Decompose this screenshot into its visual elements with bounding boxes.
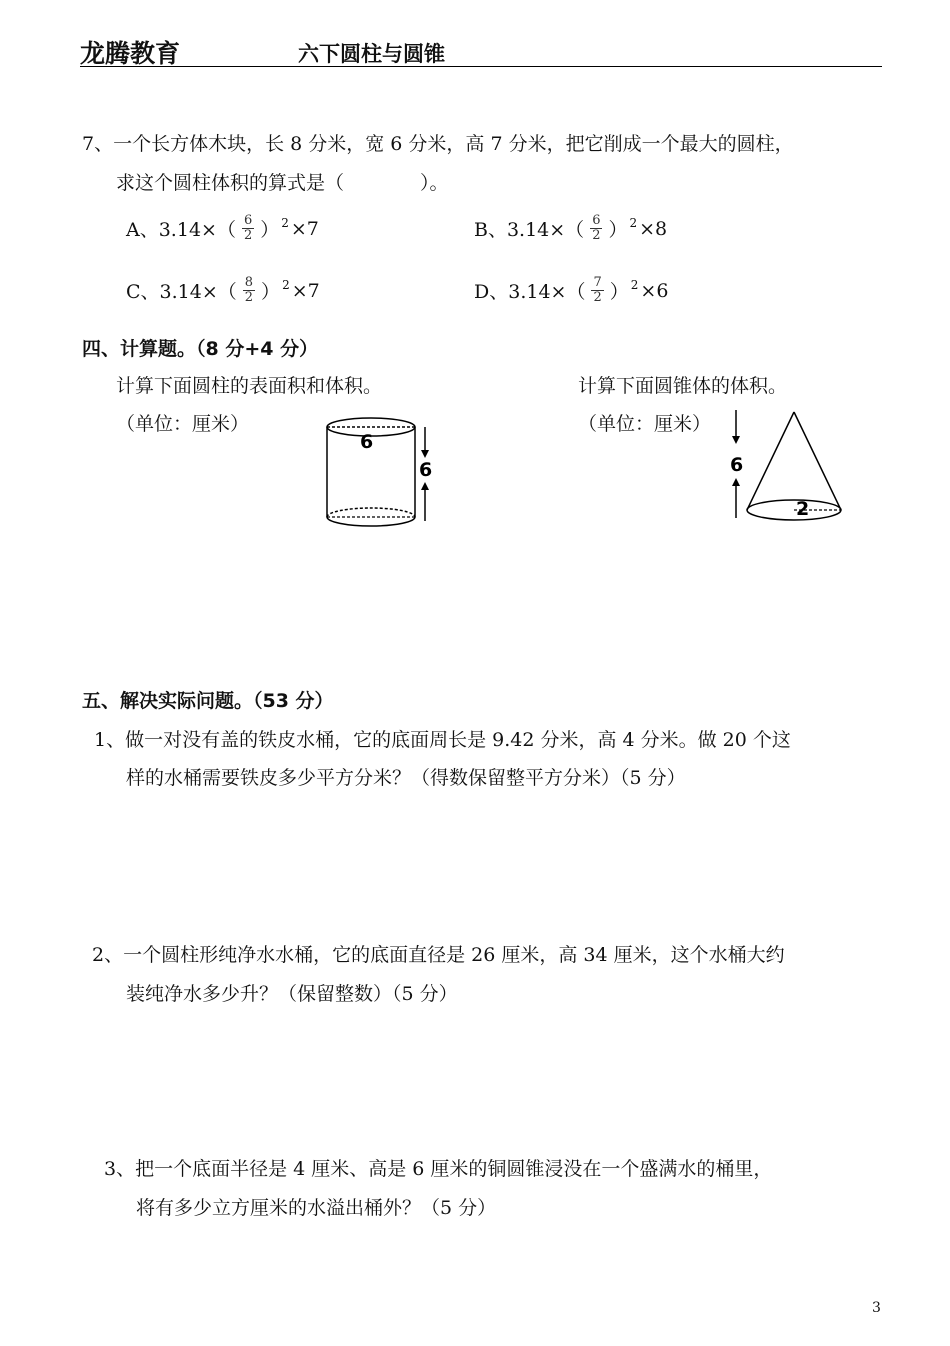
problem3-line1: 3、把一个底面半径是 4 厘米、高是 6 厘米的铜圆锥浸没在一个盛满水的桶里，: [104, 1158, 773, 1180]
cylinder-diameter-label: 6: [360, 431, 374, 453]
fraction-denominator: 2: [243, 228, 253, 243]
cone-task: 计算下面圆锥体的体积。: [578, 375, 788, 397]
arrow-up-icon: [421, 482, 429, 490]
cylinder-unit: （单位：厘米）: [116, 413, 250, 435]
cone-right-side: [794, 412, 841, 510]
option-close: ）: [608, 219, 628, 241]
problem1-line2: 样的水桶需要铁皮多少平方分米？（得数保留整平方分米）（5 分）: [126, 767, 686, 789]
cylinder-height-label: 6: [419, 459, 433, 481]
section4-heading: 四、计算题。（8 分+4 分）: [82, 338, 319, 360]
fraction-numerator: 6: [592, 213, 601, 228]
option-label: A、3.14×（: [126, 219, 236, 241]
fraction-denominator: 2: [244, 290, 254, 305]
fraction: [591, 276, 603, 305]
cone-unit: （单位：厘米）: [578, 413, 712, 435]
option-exponent: 2: [282, 277, 290, 292]
option-tail: ×8: [639, 217, 668, 240]
option-label: C、3.14×（: [126, 281, 237, 303]
cylinder-figure: [310, 410, 450, 540]
problem1-line1: 1、做一对没有盖的铁皮水桶，它的底面周长是 9.42 分米，高 4 分米。做 20 个这: [94, 729, 791, 751]
section5-heading: 五、解决实际问题。（53 分）: [82, 690, 334, 712]
fraction: [590, 214, 602, 243]
option-close: ）: [260, 219, 280, 241]
arrow-up-icon: [732, 478, 740, 486]
option-label: D、3.14×（: [474, 281, 586, 303]
fraction: [243, 276, 255, 305]
problem3-line2: 将有多少立方厘米的水溢出桶外？（5 分）: [136, 1197, 497, 1219]
page-number: 3: [872, 1300, 881, 1316]
q7-option-c: [126, 276, 320, 305]
problem2-line2: 装纯净水多少升？（保留整数）（5 分）: [126, 983, 458, 1005]
option-exponent: 2: [630, 277, 639, 292]
option-tail: ×7: [291, 279, 320, 302]
q7-line2: 求这个圆柱体积的算式是（ ）。: [116, 172, 449, 194]
fraction-numerator: 7: [593, 275, 602, 290]
cone-height-label: 6: [730, 454, 744, 476]
option-exponent: 2: [629, 215, 638, 230]
q7-option-a: [126, 214, 319, 243]
option-tail: ×6: [640, 279, 669, 302]
header-brand: 龙腾教育: [80, 39, 181, 68]
option-exponent: 2: [281, 215, 289, 230]
cone-radius-label: 2: [796, 498, 810, 520]
arrow-down-icon: [421, 450, 429, 458]
cylinder-bottom-back: [327, 508, 415, 517]
header-rule: [80, 66, 882, 67]
cone-left-side: [747, 412, 794, 510]
option-close: ）: [609, 281, 629, 303]
q7-option-d: [474, 276, 668, 305]
cone-figure: [720, 404, 860, 534]
fraction-denominator: 2: [593, 290, 602, 305]
arrow-down-icon: [732, 436, 740, 444]
q7-line1: 7、一个长方体木块，长 8 分米，宽 6 分米，高 7 分米，把它削成一个最大的圆柱，: [82, 133, 794, 155]
option-close: ）: [261, 281, 281, 303]
header-title: 六下圆柱与圆锥: [298, 42, 445, 66]
fraction: [242, 214, 254, 243]
cylinder-task: 计算下面圆柱的表面积和体积。: [116, 375, 383, 397]
cylinder-bottom-front: [327, 517, 415, 526]
problem2-line1: 2、一个圆柱形纯净水水桶，它的底面直径是 26 厘米，高 34 厘米，这个水桶大约: [92, 944, 785, 966]
q7-option-b: [474, 214, 667, 243]
option-tail: ×7: [290, 217, 319, 240]
fraction-numerator: 6: [243, 213, 253, 228]
option-label: B、3.14×（: [474, 219, 585, 241]
fraction-denominator: 2: [592, 228, 601, 243]
fraction-numerator: 8: [244, 275, 254, 290]
